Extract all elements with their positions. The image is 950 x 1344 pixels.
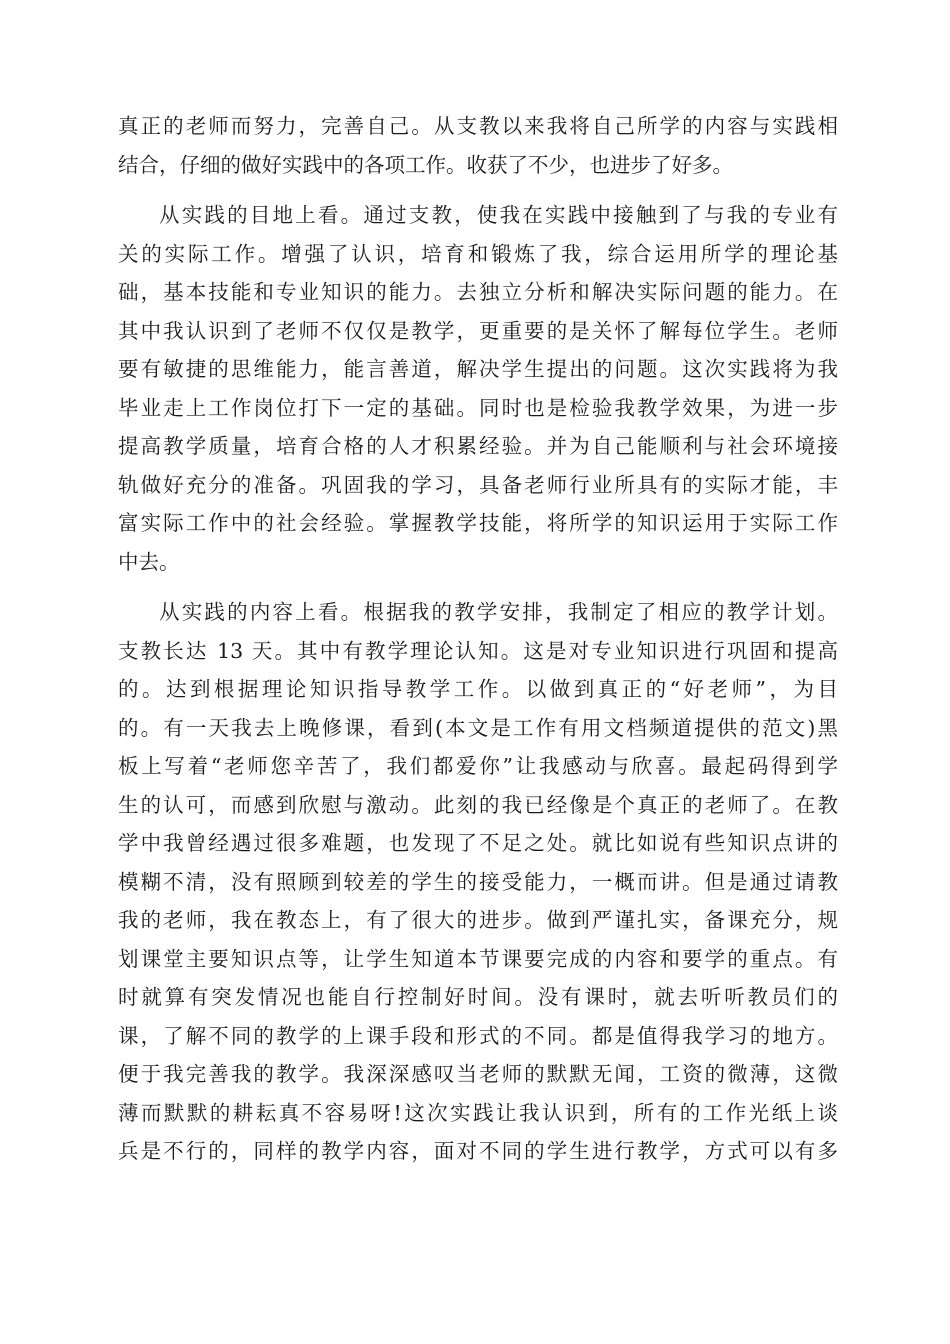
- text-line: 兵是不行的，同样的教学内容，面对不同的学生进行教学，方式可以有多: [118, 1139, 838, 1163]
- text-line: 结合，仔细的做好实践中的各项工作。收获了不少，也进步了好多。: [118, 152, 733, 177]
- text-line: 要有敏捷的思维能力，能言善道，解决学生提出的问题。这次实践将为我: [118, 357, 838, 381]
- paragraph-spacer: [118, 184, 838, 196]
- text-line: 支教长达 13 天。其中有教学理论认知。这是对专业知识进行巩固和提高: [118, 638, 838, 663]
- text-line: 生的认可，而感到欣慰与激动。此刻的我已经像是个真正的老师了。在教: [118, 792, 838, 817]
- paragraph-2: [118, 196, 838, 581]
- paragraph-1: [118, 107, 838, 184]
- text-line: 从实践的内容上看。根据我的教学安排，我制定了相应的教学计划。: [159, 600, 838, 624]
- text-line: 模糊不清，没有照顾到较差的学生的接受能力，一概而讲。但是通过请教: [118, 869, 838, 894]
- text-line: 毕业走上工作岗位打下一定的基础。同时也是检验我教学效果，为进一步: [118, 395, 838, 420]
- text-line: 富实际工作中的社会经验。掌握教学技能，将所学的知识运用于实际工作: [118, 511, 838, 535]
- text-line: 我的老师，我在教态上，有了很大的进步。做到严谨扎实，备课充分，规: [118, 908, 838, 932]
- text-line: 划课堂主要知识点等，让学生知道本节课要完成的内容和要学的重点。有: [118, 946, 838, 971]
- text-line: 轨做好充分的准备。巩固我的学习，具备老师行业所具有的实际才能，丰: [118, 472, 838, 497]
- paragraph-spacer: [118, 581, 838, 593]
- text-line: 关的实际工作。增强了认识，培育和锻炼了我，综合运用所学的理论基: [118, 241, 838, 266]
- document-body: [118, 107, 838, 1171]
- text-line: 的。有一天我去上晚修课，看到(本文是工作有用文档频道提供的范文)黑: [118, 715, 838, 740]
- text-line: 学中我曾经遇过很多难题，也发现了不足之处。就比如说有些知识点讲的: [118, 831, 838, 855]
- text-line: 提高教学质量，培育合格的人才积累经验。并为自己能顺利与社会环境接: [118, 434, 838, 458]
- text-line: 础，基本技能和专业知识的能力。去独立分析和解决实际问题的能力。在: [118, 280, 838, 304]
- text-line: 真正的老师而努力，完善自己。从支教以来我将自己所学的内容与实践相: [118, 114, 838, 138]
- text-line: 课，了解不同的教学的上课手段和形式的不同。都是值得我学习的地方。: [118, 1023, 838, 1048]
- text-line: 从实践的目地上看。通过支教，使我在实践中接触到了与我的专业有: [159, 203, 838, 227]
- paragraph-3: [118, 593, 838, 1171]
- text-line: 中去。: [118, 549, 180, 574]
- text-line: 便于我完善我的教学。我深深感叹当老师的默默无闻，工资的微薄，这微: [118, 1062, 838, 1086]
- text-line: 板上写着“老师您辛苦了，我们都爱你”让我感动与欣喜。最起码得到学: [118, 754, 838, 778]
- text-line: 其中我认识到了老师不仅仅是教学，更重要的是关怀了解每位学生。老师: [118, 318, 838, 343]
- text-line: 薄而默默的耕耘真不容易呀!这次实践让我认识到，所有的工作光纸上谈: [118, 1100, 838, 1125]
- text-line: 时就算有突发情况也能自行控制好时间。没有课时，就去听听教员们的: [118, 985, 838, 1009]
- text-line: 的。达到根据理论知识指导教学工作。以做到真正的“好老师”，为目: [118, 677, 838, 701]
